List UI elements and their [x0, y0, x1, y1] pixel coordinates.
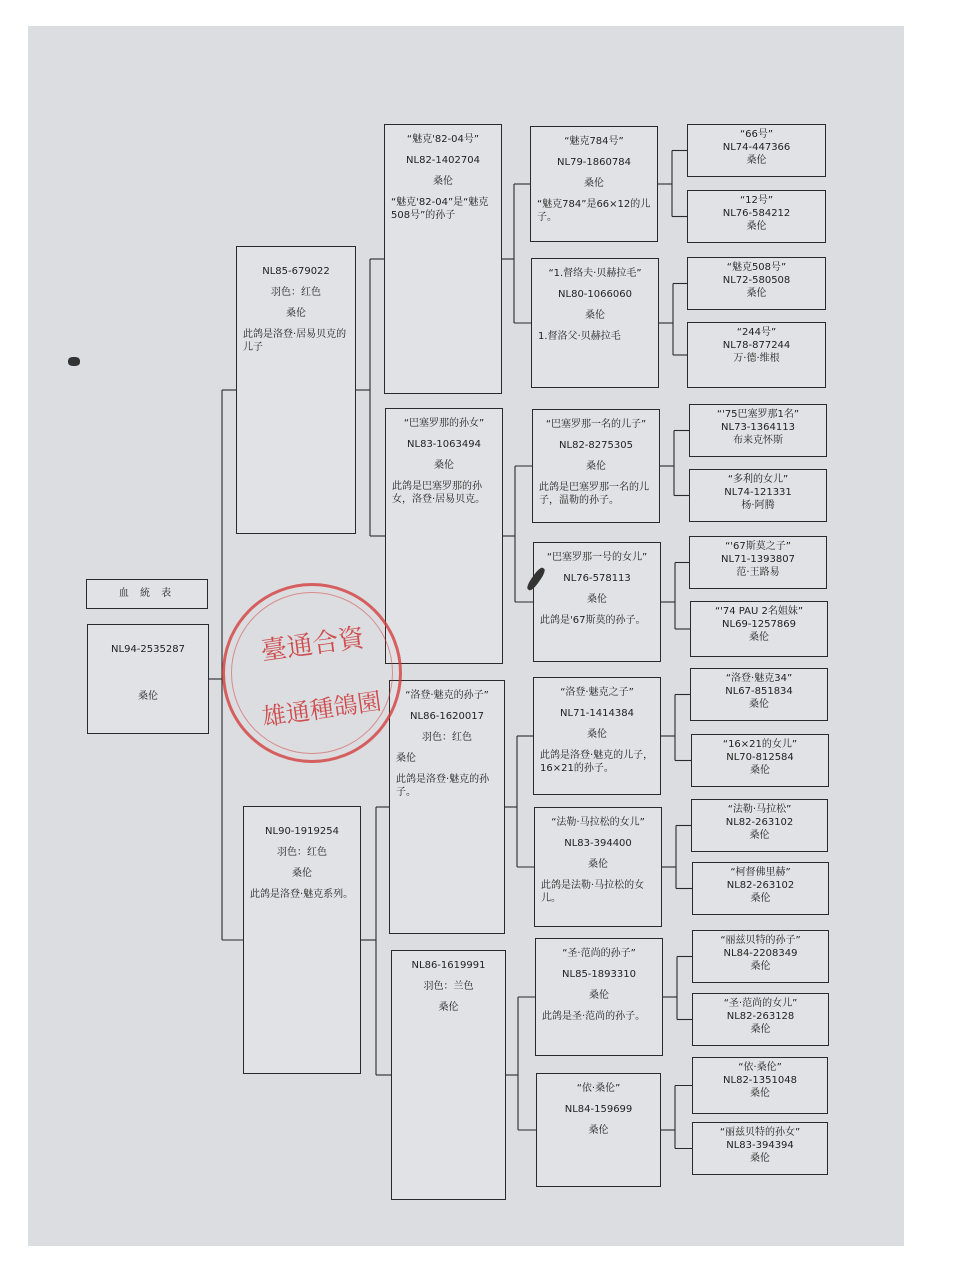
- g4-line: NL82-1351048: [723, 1075, 797, 1086]
- g4-line: 桑伦: [750, 765, 770, 776]
- g4-line: 桑伦: [746, 221, 767, 232]
- g2-box: [385, 408, 503, 664]
- g4-line: 桑伦: [746, 155, 767, 166]
- g1-box: [243, 806, 361, 1074]
- g4-line: 桑伦: [750, 1153, 770, 1164]
- g3-line: 桑伦: [585, 310, 605, 321]
- g4-box: [691, 734, 829, 787]
- g2-line: 羽色：红色: [422, 732, 472, 743]
- g4-box: [692, 1057, 828, 1114]
- g4-line: NL74-447366: [722, 142, 791, 153]
- g4-line: “魅克508号”: [726, 262, 787, 273]
- red-seal-stamp: [222, 583, 402, 763]
- g4-line: NL67-851834: [725, 686, 793, 697]
- g2-line: 此鸽是洛登·魅克的孙子。: [396, 774, 490, 798]
- g3-line: NL79-1860784: [557, 157, 631, 168]
- g2-line: “洛登·魅克的孙子”: [405, 690, 489, 701]
- pedigree-title-text: 血 統 表: [118, 588, 176, 599]
- g3-box: [531, 258, 659, 388]
- g3-line: 桑伦: [584, 178, 604, 189]
- g3-box: [536, 1073, 661, 1187]
- g1-line: 桑伦: [292, 868, 312, 879]
- g2-line: NL86-1620017: [410, 711, 484, 722]
- ink-speck: [68, 357, 80, 366]
- g2-line: “巴塞罗那的孙女”: [403, 418, 485, 429]
- g4-line: NL78-877244: [722, 340, 791, 351]
- g4-line: “16×21的女儿”: [722, 739, 798, 750]
- g3-line: NL76-578113: [563, 573, 631, 584]
- g4-line: NL70-812584: [726, 752, 794, 763]
- g2-line: NL86-1619991: [411, 960, 486, 971]
- g4-line: 桑伦: [749, 830, 770, 841]
- g4-line: 桑伦: [750, 1024, 771, 1035]
- g4-box: [689, 404, 827, 457]
- g3-line: 此鸽是'67斯莫的孙子。: [540, 615, 646, 626]
- g4-line: NL84-2208349: [723, 948, 798, 959]
- g4-box: [689, 536, 827, 589]
- g1-line: 羽色：红色: [271, 287, 321, 298]
- g3-line: NL84-159699: [564, 1104, 633, 1115]
- g3-box: [533, 542, 661, 662]
- g4-box: [689, 469, 827, 522]
- g4-line: NL72-580508: [722, 275, 791, 286]
- g3-line: “依·桑伦”: [576, 1083, 621, 1094]
- g4-line: 桑伦: [746, 288, 767, 299]
- g4-line: NL71-1393807: [721, 554, 795, 565]
- g4-box: [690, 668, 828, 721]
- g3-line: “法勒·马拉松的女儿”: [551, 817, 645, 828]
- g4-line: 桑伦: [749, 699, 769, 710]
- g2-line: “魅克'82-04”是“魅克508号”的孙子: [391, 197, 489, 221]
- g4-line: “丽兹贝特的孙女”: [719, 1127, 801, 1138]
- g3-line: NL80-1066060: [558, 289, 632, 300]
- g1-line: 羽色：红色: [277, 847, 327, 858]
- g3-line: “巴塞罗那一名的儿子”: [545, 419, 647, 430]
- g3-line: 此鸽是洛登·魅克的儿子，16×21的孙子。: [540, 750, 654, 774]
- g3-line: 1.督洛父·贝赫拉毛: [538, 331, 621, 342]
- g2-line: NL82-1402704: [406, 155, 480, 166]
- g3-line: 桑伦: [588, 859, 608, 870]
- g1-box: [236, 246, 356, 534]
- g4-line: 桑伦: [750, 1088, 770, 1099]
- g3-box: [535, 938, 663, 1056]
- g4-line: NL73-1364113: [721, 422, 795, 433]
- g3-line: “巴塞罗那一号的女儿”: [546, 552, 648, 563]
- g4-box: [687, 190, 826, 243]
- g4-line: NL74-121331: [724, 487, 792, 498]
- g3-line: NL71-1414384: [560, 708, 634, 719]
- g4-line: NL82-263102: [726, 880, 795, 891]
- g3-line: 此鸽是法勒·马拉松的女儿。: [541, 880, 645, 904]
- g3-line: NL82-8275305: [559, 440, 633, 451]
- g4-line: 桑伦: [750, 961, 771, 972]
- g1-line: 此鸽是洛登·魅克系列。: [250, 889, 354, 900]
- g4-line: “依·桑伦”: [738, 1062, 782, 1073]
- stamp-text-line2: 雄通種鴿園: [260, 687, 384, 732]
- g2-box: [384, 124, 502, 394]
- g3-line: 桑伦: [589, 990, 609, 1001]
- g3-line: 桑伦: [586, 461, 606, 472]
- g3-line: NL85-1893310: [562, 969, 636, 980]
- g1-line: NL90-1919254: [265, 826, 339, 837]
- root-pigeon-box: [87, 624, 209, 734]
- g2-line: 桑伦: [438, 1002, 459, 1013]
- g4-line: 桑伦: [750, 893, 771, 904]
- g4-line: 桑伦: [749, 632, 769, 643]
- g1-line: 桑伦: [286, 308, 306, 319]
- g2-line: 桑伦: [433, 176, 453, 187]
- g3-line: 桑伦: [587, 594, 607, 605]
- g1-line: 此鸽是洛登·居易贝克的儿子: [243, 329, 347, 353]
- stamp-text-line1: 臺通合資: [259, 622, 367, 668]
- g3-line: 桑伦: [588, 1125, 609, 1136]
- g4-line: “洛登·魅克34”: [725, 673, 793, 684]
- g4-line: NL69-1257869: [722, 619, 796, 630]
- g4-line: “多利的女儿”: [727, 474, 789, 485]
- g4-box: [692, 1122, 828, 1175]
- g4-line: NL82-263102: [725, 817, 794, 828]
- g3-line: “魅克784号”: [564, 136, 624, 147]
- root-owner: 桑伦: [138, 691, 158, 702]
- g2-line: 桑伦: [396, 753, 416, 764]
- g4-box: [692, 930, 829, 983]
- g3-line: 此鸽是巴塞罗那一名的儿子，温勒的孙子。: [539, 482, 649, 506]
- g4-box: [692, 993, 829, 1046]
- g3-line: “魅克784”是66×12的儿子。: [537, 199, 651, 223]
- g4-box: [690, 601, 828, 657]
- g4-box: [692, 862, 829, 915]
- g4-line: “12号”: [739, 195, 774, 206]
- g4-line: “柯督佛里赫”: [730, 867, 791, 878]
- g3-line: 此鸽是圣·范尚的孙子。: [542, 1011, 646, 1022]
- g3-line: “洛登·魅克之子”: [560, 687, 634, 698]
- g3-box: [534, 807, 662, 927]
- g4-line: “'67斯莫之子”: [725, 541, 791, 552]
- g2-line: 此鸽是巴塞罗那的孙女，洛登·居易贝克。: [392, 481, 486, 505]
- g4-line: 范·王路易: [736, 567, 780, 578]
- g4-line: 布来克怀斯: [733, 435, 783, 446]
- g4-line: “66号”: [739, 129, 774, 140]
- g4-line: 杨·阿腾: [741, 500, 775, 511]
- g4-line: NL83-394394: [726, 1140, 794, 1151]
- g4-line: “244号”: [736, 327, 777, 338]
- g3-box: [530, 126, 658, 242]
- g4-line: “'75巴塞罗那1名”: [716, 409, 800, 420]
- g2-box: [391, 950, 506, 1200]
- g4-line: “丽兹贝特的孙子”: [720, 935, 801, 946]
- g4-box: [687, 322, 826, 388]
- g2-line: 羽色：兰色: [423, 981, 474, 992]
- g3-box: [533, 677, 661, 795]
- g4-box: [691, 799, 828, 852]
- g3-line: “1.督络夫·贝赫拉毛”: [548, 268, 642, 279]
- g2-line: NL83-1063494: [407, 439, 481, 450]
- g4-box: [687, 124, 826, 177]
- g4-line: NL76-584212: [722, 208, 791, 219]
- g4-line: 万·德·维根: [733, 353, 780, 364]
- g1-line: NL85-679022: [262, 266, 330, 277]
- g3-line: “圣·范尚的孙子”: [562, 948, 636, 959]
- pedigree-title: [86, 579, 208, 609]
- g4-line: “圣·范尚的女儿”: [723, 998, 798, 1009]
- g3-box: [532, 409, 660, 523]
- g3-line: NL83-394400: [564, 838, 632, 849]
- g2-line: 桑伦: [434, 460, 454, 471]
- g4-line: “'74 PAU 2名姐妹”: [714, 606, 804, 617]
- g4-line: “法勒·马拉松”: [727, 804, 792, 815]
- g2-line: “魅克'82-04号”: [406, 134, 480, 145]
- g4-line: NL82-263128: [726, 1011, 795, 1022]
- g4-box: [687, 257, 826, 310]
- g3-line: 桑伦: [587, 729, 607, 740]
- root-ring-number: NL94-2535287: [111, 644, 185, 655]
